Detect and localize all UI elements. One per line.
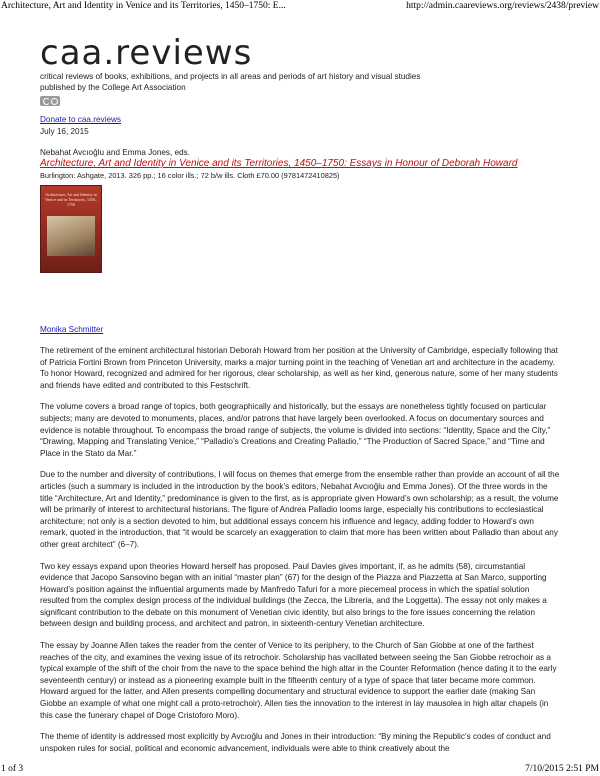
review-paragraph-4: Two key essays expand upon theories Howard herself has proposed. Paul Davies gives important, if, as he admits (58), circumstantial evidence that Jacopo Sansovino began with an initial “master plan” (67) for the design of the Piazza and Piazzetta at San Marco, supporting Howard’s position against the influential arguments made by Manfredo Tafuri for a more piecemeal process in which the spatial solution resulted from the complex design process of the individual buildings (the Zecca, the Libreria, and the Loggetta). The essay not only makes a significant contribution to the debate on this monument of Venetian civic identity, but also brings to the fore issues concerning the relation between design and building process, and architect and patron, in sixteenth-century Venetian architecture.	[40, 561, 547, 629]
review-paragraph-3: Due to the number and diversity of contributions, I will focus on themes that emerge from the ensemble rather than provide an account of all the articles (such a summary is included in the introduction by the book’s editors, Nebahat Avcıoğlu and Emma Jones). Of the three words in the title “Architecture, Art and Identity,” predominance is given to the first, as is appropriate given Howard’s own scholarship; as a result, the volume will be primarily of interest to architectural historians. The figure of Andrea Palladio looms large, especially his contributions to ecclesiastical architecture; not only is a section devoted to him, but additional essays concern his influence and legacy, adding fodder to Howard’s own remark, quoted in the introduction, that “it would be scarcely an exaggeration to claim that more has been written about Palladio than about any other great architect” (6–7).	[40, 470, 560, 549]
publisher-text: published by the College Art Association	[40, 83, 186, 92]
print-header-url[interactable]: http://admin.caareviews.org/reviews/2438/preview	[406, 1, 599, 11]
site-tagline	[40, 71, 560, 93]
book-bibliographic-info: Burlington: Ashgate, 2013. 326 pp.; 16 color ills.; 72 b/w ills. Cloth £70.00 (9781472410825)	[40, 171, 340, 180]
print-header-title: Architecture, Art and Identity in Venice and its Territories, 1450–1750: E...	[1, 1, 286, 11]
print-footer	[0, 762, 600, 776]
reviewer-section	[40, 325, 560, 334]
review-date: July 16, 2015	[40, 127, 89, 136]
review-paragraph-6: The theme of identity is addressed most explicitly by Avcıoğlu and Jones in their introduction: “By mining the Republic’s codes of conduct and unspoken rules for social, political and economic advancement, individuals were able to think creatively about the	[40, 732, 551, 753]
book-authors: Nebahat Avcıoğlu and Emma Jones, eds.	[40, 148, 191, 157]
site-logo[interactable]: caa.reviews	[40, 33, 253, 73]
review-paragraph-5: The essay by Joanne Allen takes the reader from the center of Venice to its periphery, to the Church of San Giobbe at one of the farthest reaches of the city, and examines the vexing issue of its retrochoir. Scholarship has vacillated between seeing the San Giobbe retrochoir as a typical example of the shift of the choir from the nave to the space behind the high altar in the Counter Reformation (hence dating it to the early seventeenth century) or instead as a pioneering example built in the fifteenth century of a type of space that later became more common. Howard argued for the latter, and Allen presents compelling documentary and structural evidence to support the earlier date (making San Giobbe an example of what one might call a proto-retrochoir). Allen ties the innovation to the interest in lay mausolea in high altar chapels (in this case the funerary chapel of Doge Cristoforo Moro).	[40, 641, 557, 720]
book-title-link[interactable]: Architecture, Art and Identity in Venice and its Territories, 1450–1750: Essays in Honour of Deborah Howard	[40, 158, 518, 169]
tagline-text: critical reviews of books, exhibitions, and projects in all areas and periods of art history and visual studies	[40, 72, 421, 81]
review-paragraph-1: The retirement of the eminent architectural historian Deborah Howard from her position at the University of Cambridge, especially following that of Patricia Fortini Brown from Princeton University, marks a major turning point in the teaching of Venetian art and architecture in the academy. To honor Howard, recognized and admired for her rigorous, clear scholarship, as well as her kind, generous nature, some of her many students and friends have edited and contributed to this Festschrift.	[40, 346, 558, 390]
book-cover-title: Architecture, Art and Identity in Venice and its Territories, 1450–1750	[45, 192, 97, 207]
page-content	[40, 33, 560, 754]
reviewer-link[interactable]: Monika Schmitter	[40, 325, 104, 334]
page-count: 1 of 3	[1, 764, 24, 774]
book-cover-painting	[47, 216, 95, 256]
print-header	[0, 0, 600, 14]
caa-logo-icon[interactable]	[40, 96, 60, 106]
book-cover-image	[40, 185, 102, 273]
review-paragraph-2: The volume covers a broad range of topics, both geographically and historically, but the essays are nonetheless tightly focused on particular subjects; many are devoted to monuments, places, and/or patrons that have largely been overlooked. A focus on documentary sources and evidence is notable throughout. To encompass the broad range of subjects, the volume is divided into sections: “Identity, Space and the City,” “Drawing, Mapping and Translating Venice,” “Palladio’s Creations and Creating Palladio,” “The Production of Sacred Space,” and “Time and Place in the Stato da Mar.”	[40, 402, 551, 458]
donate-link[interactable]: Donate to caa.reviews	[40, 115, 122, 124]
donate-section	[40, 115, 560, 124]
print-timestamp: 7/10/2015 2:51 PM	[525, 764, 599, 774]
